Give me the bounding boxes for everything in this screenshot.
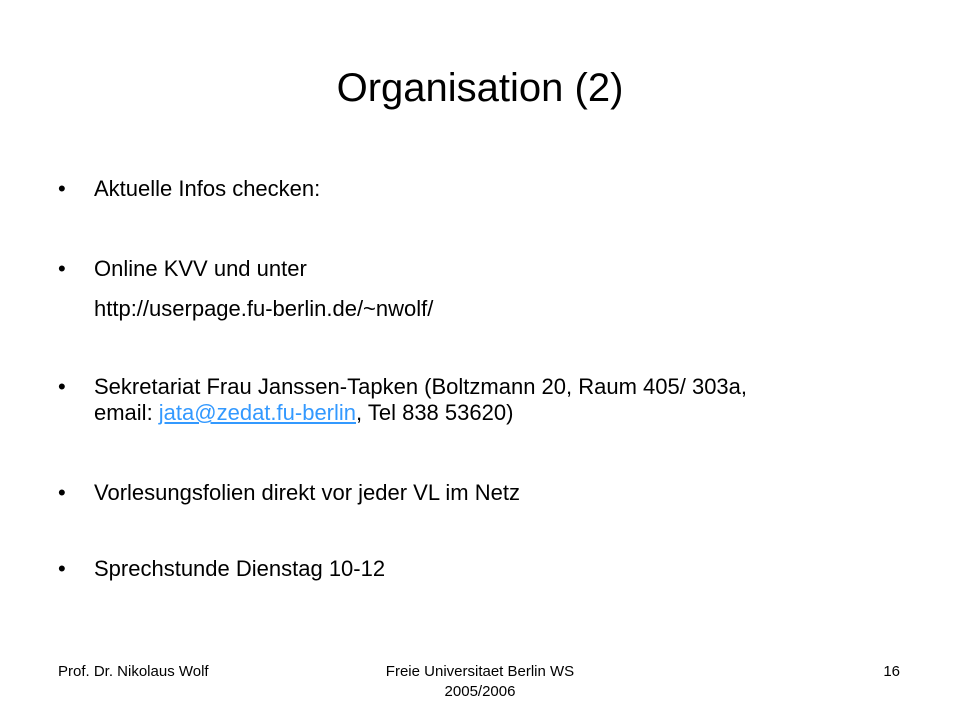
bullet-marker: • — [58, 556, 66, 581]
homepage-url: http://userpage.fu-berlin.de/~nwolf/ — [94, 296, 434, 321]
bullet-text — [94, 256, 914, 322]
bullet-marker: • — [58, 374, 66, 399]
slide-title: Organisation (2) — [336, 66, 624, 110]
email-link[interactable]: jata@zedat.fu-berlin — [158, 400, 357, 425]
bullet-line: Sekretariat Frau Janssen-Tapken (Boltzmann 20, Raum 405/ 303a, — [94, 374, 748, 399]
bullet-text — [94, 374, 914, 426]
bullet-text — [94, 176, 914, 202]
email-suffix: , Tel 838 53620) — [356, 400, 514, 425]
bullet-line: Sprechstunde Dienstag 10-12 — [94, 556, 386, 581]
footer-institution-line2: 2005/2006 — [444, 683, 516, 700]
bullet-marker: • — [58, 480, 66, 505]
email-prefix: email: — [94, 400, 159, 425]
footer-page-number: 16 — [883, 663, 900, 680]
bullet-line: Online KVV und unter — [94, 256, 307, 281]
bullet-text — [94, 480, 914, 506]
bullet-line: Vorlesungsfolien direkt vor jeder VL im Netz — [94, 480, 520, 505]
bullet-line-email — [94, 400, 914, 426]
footer-institution — [350, 662, 610, 702]
bullet-line: Aktuelle Infos checken: — [94, 176, 321, 201]
footer-institution-line1: Freie Universitaet Berlin WS — [385, 663, 575, 680]
bullet-text — [94, 556, 914, 582]
footer-author: Prof. Dr. Nikolaus Wolf — [58, 663, 209, 680]
bullet-marker: • — [58, 176, 66, 201]
bullet-marker: • — [58, 256, 66, 281]
